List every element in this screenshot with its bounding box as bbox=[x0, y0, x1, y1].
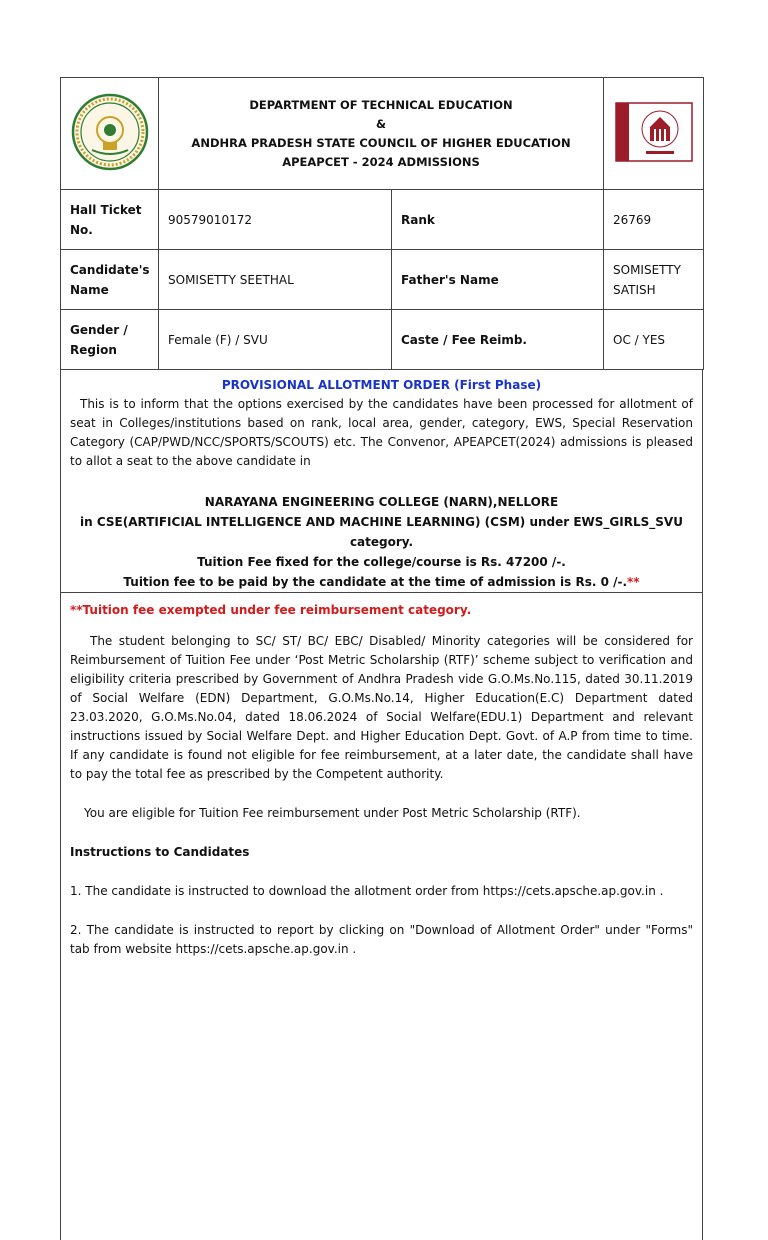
ap-state-emblem-icon bbox=[70, 92, 150, 172]
candidate-name-label: Candidate's Name bbox=[61, 250, 159, 310]
instructions-title: Instructions to Candidates bbox=[70, 845, 250, 859]
intro-paragraph: This is to inform that the options exercised by the candidates have been processed for allotment of seat in Colleges/institutions based on rank, local area, gender, category, EWS, Special Reservation Category (CAP/PWD/NCC/SPORTS/SCOUTS) etc. The Convenor, APEAPCET(2024) admissions is pleased to allot a seat to the above candidate in bbox=[70, 397, 693, 468]
header-line-1: DEPARTMENT OF TECHNICAL EDUCATION bbox=[249, 97, 513, 112]
tuition-paid-text: Tuition fee to be paid by the candidate at the time of admission is Rs. 0 /-. bbox=[123, 575, 628, 589]
allotment-order-page bbox=[60, 77, 703, 1240]
reimbursement-paragraph: The student belonging to SC/ ST/ BC/ EBC/ Disabled/ Minority categories will be considered for Reimbursement of Tuition Fee under ‘Post Metric Scholarship (RTF)’ scheme subject to verification and eligibility criteria prescribed by Government of Andhra Pradesh vide G.O.Ms.No.115, dated 30.11.2019 of Social Welfare (EDN) Department, G.O.Ms.No.14, Higher Education(E.C) Department dated 23.03.2020, G.O.Ms.No.04, dated 18.06.2024 of Social Welfare(EDU.1) Department and relevant instructions issued by Social Welfare Dept. and Higher Education Dept. Govt. of A.P from time to time. If any candidate is found not eligible for fee reimbursement, at a later date, the candidate shall have to pay the total fee as prescribed by the Competent authority. bbox=[70, 634, 693, 781]
eligible-paragraph: You are eligible for Tuition Fee reimbursement under Post Metric Scholarship (RTF). bbox=[84, 806, 581, 820]
rank-label: Rank bbox=[392, 190, 604, 250]
header-line-3: ANDHRA PRADESH STATE COUNCIL OF HIGHER EDUCATION bbox=[191, 135, 571, 150]
order-body bbox=[60, 370, 703, 1240]
course-line: in CSE(ARTIFICIAL INTELLIGENCE AND MACHINE LEARNING) (CSM) under EWS_GIRLS_SVU category. bbox=[80, 515, 683, 549]
apsche-logo-cell bbox=[604, 78, 704, 190]
caste-fee-value: OC / YES bbox=[604, 310, 704, 370]
tuition-paid-mark: ** bbox=[627, 575, 640, 589]
gender-region-value: Female (F) / SVU bbox=[159, 310, 392, 370]
tuition-fixed-line: Tuition Fee fixed for the college/course is Rs. 47200 /-. bbox=[197, 555, 566, 569]
tuition-paid-line bbox=[70, 572, 693, 592]
order-title: PROVISIONAL ALLOTMENT ORDER (First Phase) bbox=[221, 378, 542, 392]
father-name-label: Father's Name bbox=[392, 250, 604, 310]
header-line-4: APEAPCET - 2024 ADMISSIONS bbox=[282, 154, 480, 169]
gender-region-label: Gender / Region bbox=[61, 310, 159, 370]
college-name: NARAYANA ENGINEERING COLLEGE (NARN),NELLORE bbox=[204, 495, 559, 509]
hall-ticket-label: Hall Ticket No. bbox=[61, 190, 159, 250]
father-name-value: SOMISETTY SATISH bbox=[604, 250, 704, 310]
candidate-name-value: SOMISETTY SEETHAL bbox=[159, 250, 392, 310]
header-table bbox=[60, 77, 704, 370]
hall-ticket-value: 90579010172 bbox=[159, 190, 392, 250]
rank-value: 26769 bbox=[604, 190, 704, 250]
ap-emblem-cell bbox=[61, 78, 159, 190]
caste-fee-label: Caste / Fee Reimb. bbox=[392, 310, 604, 370]
apsche-logo-icon bbox=[614, 101, 694, 163]
header-title-cell bbox=[159, 78, 604, 190]
instruction-2: 2. The candidate is instructed to report by clicking on "Download of Allotment Order" under "Forms" tab from website https://cets.apsche.ap.gov.in . bbox=[70, 923, 693, 956]
exempt-note: **Tuition fee exempted under fee reimbursement category. bbox=[70, 603, 472, 617]
header-line-2: & bbox=[375, 116, 387, 131]
instruction-1: 1. The candidate is instructed to download the allotment order from https://cets.apsche.ap.gov.in . bbox=[70, 884, 664, 898]
